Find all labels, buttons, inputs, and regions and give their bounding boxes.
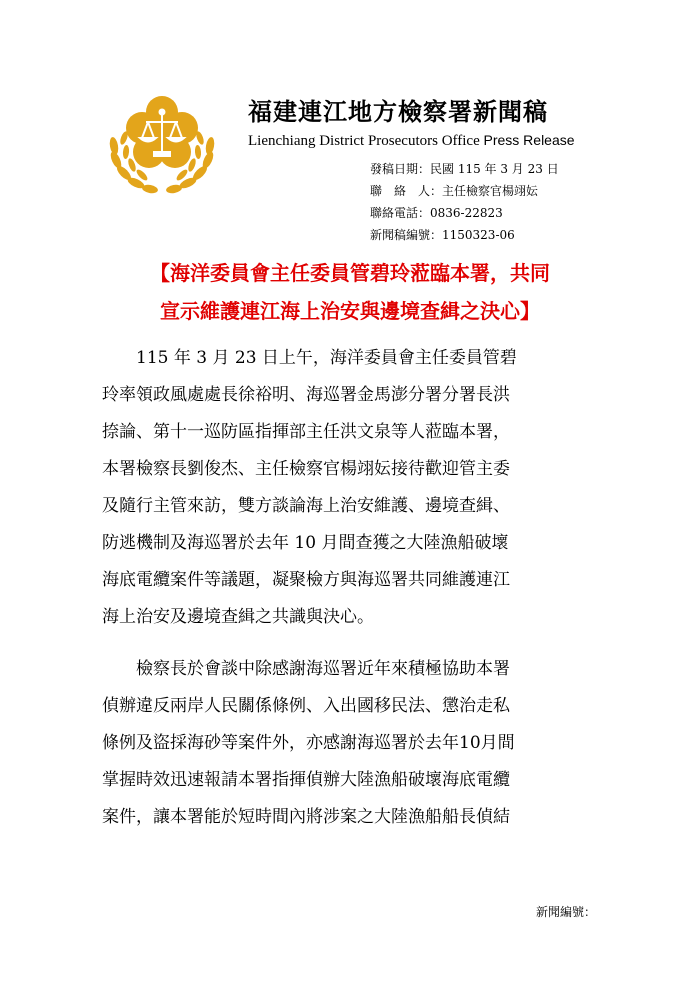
contact-person: 聯 絡 人：主任檢察官楊翊妘 — [370, 184, 539, 198]
headline-line-2: 宣示維護連江海上治安與邊境查緝之決心】 — [160, 299, 540, 323]
footer-release-number: 新聞編號： — [536, 905, 597, 919]
body-line: 本署檢察長劉俊杰、主任檢察官楊翊妘接待歡迎管主委 — [102, 459, 510, 479]
headline-line-1: 【海洋委員會主任委員管碧玲蒞臨本署，共同 — [150, 261, 550, 285]
body-line: 玲率領政風處處長徐裕明、海巡署金馬澎分署分署長洪 — [102, 385, 510, 405]
body-line: 海上治安及邊境查緝之共識與決心。 — [102, 607, 374, 627]
paragraph-2 — [102, 651, 598, 836]
subtitle-office-name: Lienchiang District Prosecutors Office — [248, 133, 484, 149]
document-title: 福建連江地方檢察署新聞稿 — [248, 98, 548, 126]
body-line: 案件，讓本署能於短時間內將涉案之大陸漁船船長偵結 — [102, 807, 510, 827]
body-line: 海底電纜案件等議題，凝聚檢方與海巡署共同維護連江 — [102, 570, 510, 590]
body-line: 防逃機制及海巡署於去年 10 月間查獲之大陸漁船破壞 — [102, 533, 509, 553]
contact-phone: 聯絡電話：0836-22823 — [370, 206, 503, 220]
release-meta — [370, 158, 670, 246]
prosecutors-office-emblem-icon — [104, 88, 220, 198]
release-date: 發稿日期：民國 115 年 3 月 23 日 — [370, 162, 559, 176]
body-line: 115 年 3 月 23 日上午，海洋委員會主任委員管碧 — [102, 348, 517, 368]
body-line: 條例及盜採海砂等案件外，亦感謝海巡署於去年10月間 — [102, 733, 515, 753]
body-line: 掌握時效迅速報請本署指揮偵辦大陸漁船破壞海底電纜 — [102, 770, 510, 790]
article-body — [102, 340, 598, 836]
paragraph-1 — [102, 340, 598, 636]
office-subtitle — [248, 132, 668, 150]
release-number: 新聞稿編號：1150323-06 — [370, 228, 515, 242]
body-line: 及隨行主管來訪，雙方談論海上治安維護、邊境查緝、 — [102, 496, 510, 516]
body-line: 捺論、第十一巡防區指揮部主任洪文泉等人蒞臨本署， — [102, 422, 510, 442]
headline — [60, 254, 640, 330]
body-line: 偵辦違反兩岸人民關係條例、入出國移民法、懲治走私 — [102, 696, 510, 716]
subtitle-press-release: Press Release — [483, 132, 575, 148]
body-line: 檢察長於會談中除感謝海巡署近年來積極協助本署 — [102, 659, 510, 679]
